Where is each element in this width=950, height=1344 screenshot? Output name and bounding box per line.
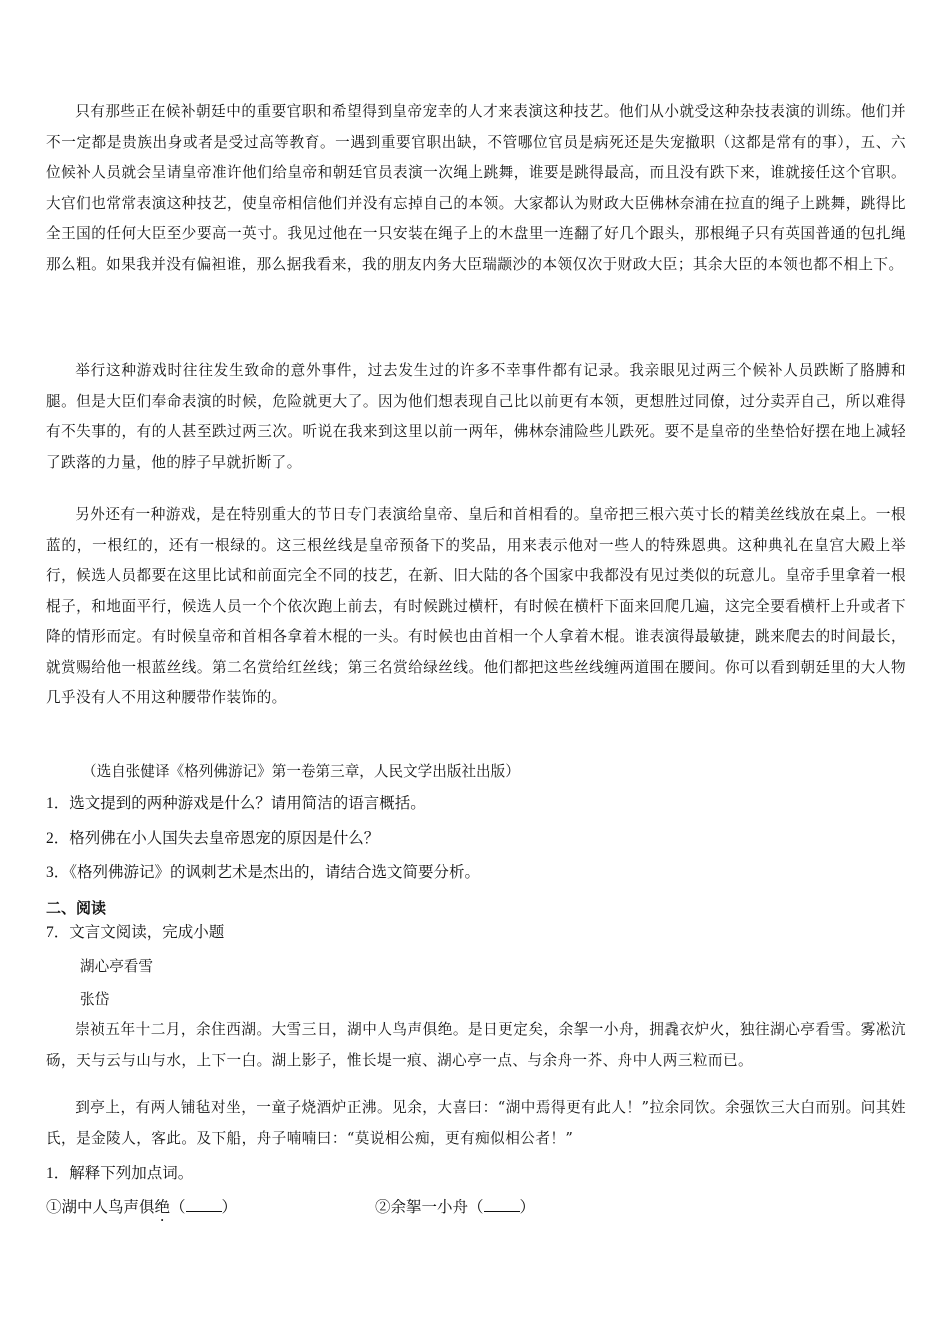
word-item-2 bbox=[375, 1196, 535, 1220]
question-3: 3．《格列佛游记》的讽刺艺术是杰出的，请结合选文简要分析。 bbox=[46, 864, 481, 881]
passage-source: （选自张健译《格列佛游记》第一卷第三章，人民文学出版社出版） bbox=[82, 763, 520, 780]
word-item-2-text: ②余挐一小舟（ bbox=[375, 1199, 484, 1216]
author-name: 张岱 bbox=[80, 991, 110, 1008]
answer-blank-2[interactable] bbox=[484, 1211, 520, 1212]
classical-paragraph-2: 到亭上，有两人铺毡对坐，一童子烧酒炉正沸。见余，大喜曰：“湖中焉得更有此人！”拉余同饮。余强饮三大白而别。问其姓氏，是金陵人，客此。及下船，舟子喃喃曰：“莫说相公痴，更有痴似相公者！” bbox=[46, 1099, 906, 1147]
word-item-2-close: ） bbox=[519, 1199, 536, 1216]
reading-task: 7．文言文阅读，完成小题 bbox=[46, 924, 225, 941]
question-2: 2．格列佛在小人国失去皇帝恩宠的原因是什么？ bbox=[46, 830, 380, 847]
word-item-1 bbox=[46, 1196, 237, 1225]
answer-blank-1[interactable] bbox=[186, 1211, 222, 1212]
question-1: 1．选文提到的两种游戏是什么？请用简洁的语言概括。 bbox=[46, 795, 426, 812]
passage-paragraph-3: 另外还有一种游戏，是在特别重大的节日专门表演给皇帝、皇后和首相看的。皇帝把三根六英寸长的精美丝线放在桌上。一根蓝的，一根红的，还有一根绿的。这三根丝线是皇帝预备下的奖品，用来表示他对一些人的特殊恩典。这种典礼在皇宫大殿上举行，候选人员都要在这里比试和前面完全不同的技艺，在新、旧大陆的各个国家中我都没有见过类似的玩意儿。皇帝手里拿着一根棍子，和地面平行，候选人员一个个依次跑上前去，有时候跳过横杆，有时候在横杆下面来回爬几遍，这完全要看横杆上升或者下降的情形而定。有时候皇帝和首相各拿着木棍的一头。有时候也由首相一个人拿着木棍。谁表演得最敏捷，跳来爬去的时间最长，就赏赐给他一根蓝丝线。第二名赏给红丝线；第三名赏给绿丝线。他们都把这些丝线缠两道围在腰间。你可以看到朝廷里的大人物几乎没有人不用这种腰带作装饰的。 bbox=[46, 506, 906, 706]
sub-question-1: 1．解释下列加点词。 bbox=[46, 1165, 194, 1182]
section-heading: 二、阅读 bbox=[46, 899, 107, 917]
poem-title: 湖心亭看雪 bbox=[80, 958, 153, 975]
word-item-1-open: （ bbox=[170, 1199, 186, 1216]
passage-paragraph-2: 举行这种游戏时往往发生致命的意外事件，过去发生过的许多不幸事件都有记录。我亲眼见过两三个候补人员跌断了胳膊和腿。但是大臣们奉命表演的时候，危险就更大了。因为他们想表现自己比以前更有本领，更想胜过同僚，过分卖弄自己，所以难得有不失事的，有的人甚至跌过两三次。听说在我来到这里以前一两年，佛林奈浦险些儿跌死。要不是皇帝的坐垫恰好摆在地上减轻了跌落的力量，他的脖子早就折断了。 bbox=[46, 362, 906, 471]
classical-paragraph-1: 崇祯五年十二月，余住西湖。大雪三日，湖中人鸟声俱绝。是日更定矣，余挐一小舟，拥毳衣炉火，独往湖心亭看雪。雾凇沆砀，天与云与山与水，上下一白。湖上影子，惟长堤一痕、湖心亭一点、与余舟一芥、舟中人两三粒而已。 bbox=[46, 1021, 906, 1069]
dotted-word: 绝 bbox=[154, 1199, 171, 1216]
word-item-1-close: ） bbox=[221, 1199, 238, 1216]
passage-paragraph-1: 只有那些正在候补朝廷中的重要官职和希望得到皇帝宠幸的人才来表演这种技艺。他们从小就受这种杂技表演的训练。他们并不一定都是贵族出身或者是受过高等教育。一遇到重要官职出缺，不管哪位官员是病死还是失宠撤职（这都是常有的事），五、六位候补人员就会呈请皇帝准许他们给皇帝和朝廷官员表演一次绳上跳舞，谁要是跳得最高，而且没有跌下来，谁就接任这个官职。大官们也常常表演这种技艺，使皇帝相信他们并没有忘掉自己的本领。大家都认为财政大臣佛林奈浦在拉直的绳子上跳舞，跳得比全王国的任何大臣至少要高一英寸。我见过他在一只安装在绳子上的木盘里一连翻了好几个跟头，那根绳子只有英国普通的包扎绳那么粗。如果我并没有偏袒谁，那么据我看来，我的朋友内务大臣瑞颛沙的本领仅次于财政大臣；其余大臣的本领也都不相上下。 bbox=[46, 103, 906, 273]
word-item-1-text: ①湖中人鸟声俱 bbox=[46, 1199, 155, 1216]
